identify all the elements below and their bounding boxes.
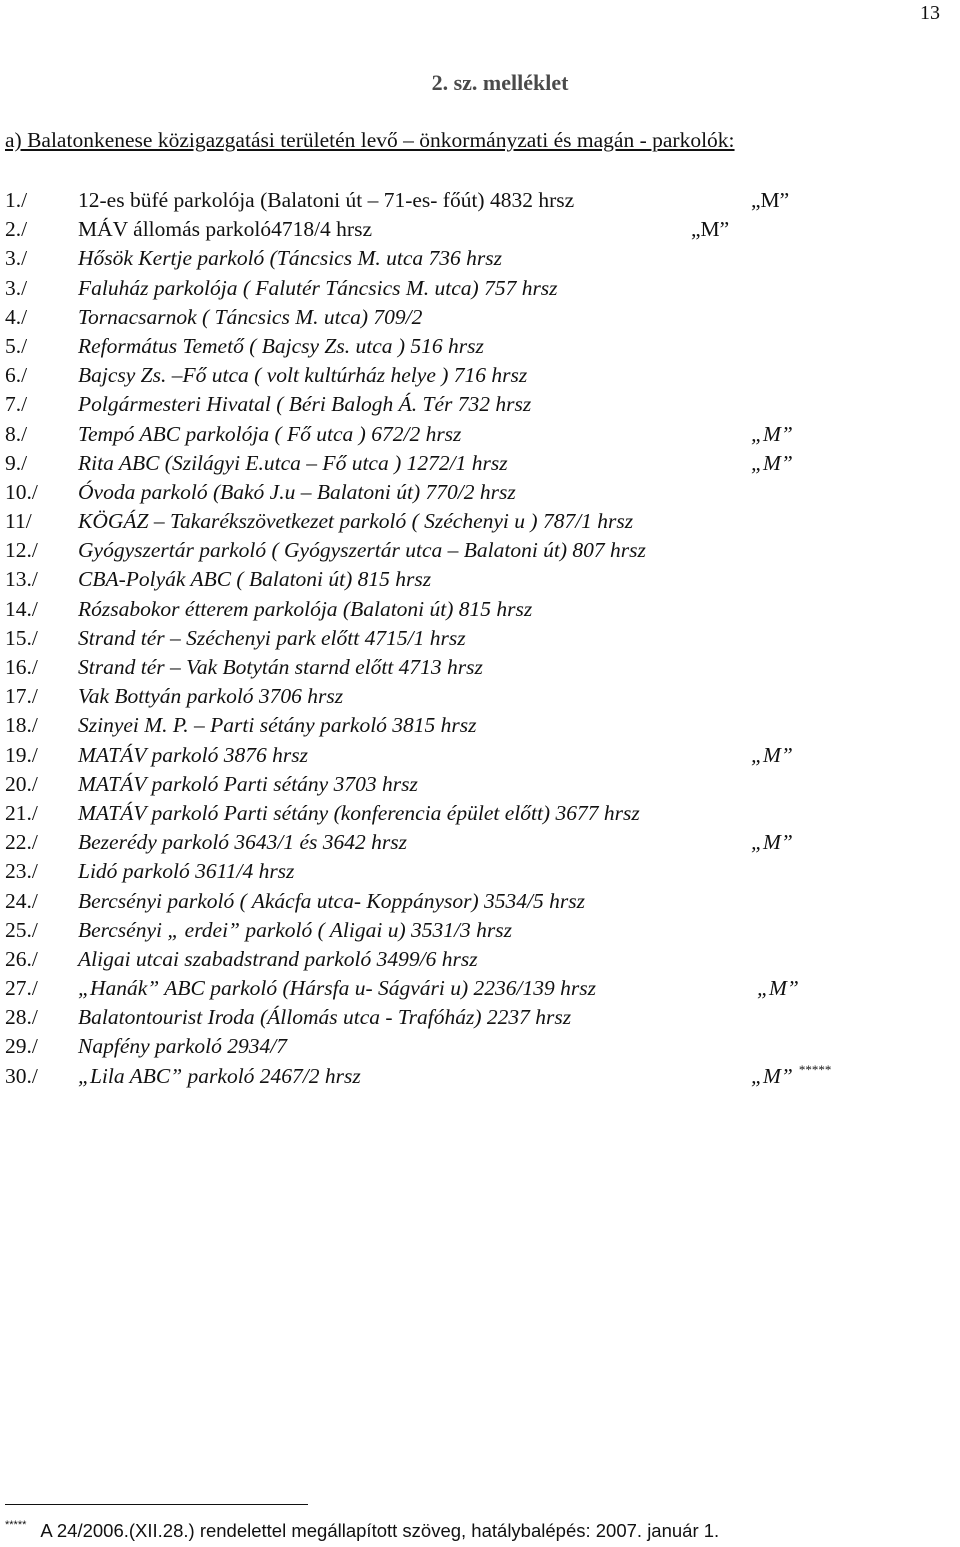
entry-description: Napfény parkoló 2934/7 xyxy=(78,1034,288,1059)
entry-description: MATÁV parkoló Parti sétány (konferencia épület előtt) 3677 hrsz xyxy=(78,800,640,825)
entry-mark xyxy=(751,449,793,478)
entry-description: Bezerédy parkoló 3643/1 és 3642 hrsz xyxy=(78,830,408,855)
entry-mark xyxy=(751,1062,831,1093)
entry-number: 10./ xyxy=(5,479,38,504)
entry-number: 18./ xyxy=(5,713,38,738)
entry-description: Bajcsy Zs. –Fő utca ( volt kultúrház helye ) 716 hrsz xyxy=(78,363,528,388)
entry-number: 24./ xyxy=(5,888,38,913)
entry-mark xyxy=(751,186,789,215)
list-item xyxy=(5,244,945,273)
entry-number: 3./ xyxy=(5,246,28,271)
entry-description: MATÁV parkoló 3876 hrsz xyxy=(78,742,308,767)
entry-number: 1./ xyxy=(5,188,28,212)
entry-number: 2./ xyxy=(5,217,28,242)
entry-number: 8./ xyxy=(5,421,28,446)
footnote-divider xyxy=(5,1504,308,1505)
list-item xyxy=(5,390,945,419)
entry-number: 12./ xyxy=(5,538,38,563)
entry-number: 6./ xyxy=(5,363,28,388)
entry-mark-text: „M” xyxy=(691,217,730,242)
section-heading: a) Balatonkenese közigazgatási területén levő – önkormányzati és magán - parkolók: xyxy=(5,128,735,152)
entry-number: 7./ xyxy=(5,392,28,417)
annex-title: 2. sz. melléklet xyxy=(431,70,569,95)
entry-number: 14./ xyxy=(5,596,38,621)
list-item xyxy=(5,799,945,828)
entry-description: Református Temető ( Bajcsy Zs. utca ) 516 hrsz xyxy=(78,333,484,358)
entry-description: Tornacsarnok ( Táncsics M. utca) 709/2 xyxy=(78,304,423,329)
list-item xyxy=(5,653,945,682)
entry-description: Polgármesteri Hivatal ( Béri Balogh Á. Tér 732 hrsz xyxy=(78,392,532,417)
entry-number: 5./ xyxy=(5,333,28,358)
entry-mark-text: „M” xyxy=(751,742,793,767)
entry-description: Szinyei M. P. – Parti sétány parkoló 3815 hrsz xyxy=(78,713,477,738)
list-item xyxy=(5,945,945,974)
entry-number: 20./ xyxy=(5,771,38,796)
list-item xyxy=(5,770,945,799)
list-item xyxy=(5,420,945,449)
list-item xyxy=(5,1003,945,1032)
entry-mark xyxy=(691,215,729,244)
entry-description: Bercsényi parkoló ( Akácfa utca- Koppánysor) 3534/5 hrsz xyxy=(78,888,585,913)
footnote-text: A 24/2006.(XII.28.) rendelettel megállapított szöveg, hatálybalépés: 2007. január 1. xyxy=(40,1520,720,1541)
entry-number: 22./ xyxy=(5,830,38,855)
entry-number: 11/ xyxy=(5,509,32,534)
list-item xyxy=(5,887,945,916)
entry-mark xyxy=(751,828,793,857)
entry-footnote-ref: ***** xyxy=(798,1061,832,1077)
entry-number: 16./ xyxy=(5,655,38,679)
entry-number: 25./ xyxy=(5,917,38,942)
list-item xyxy=(5,624,945,653)
entry-description: MATÁV parkoló Parti sétány 3703 hrsz xyxy=(78,771,418,796)
entry-description: MÁV állomás parkoló4718/4 hrsz xyxy=(78,217,372,242)
entry-description: CBA-Polyák ABC ( Balatoni út) 815 hrsz xyxy=(78,567,432,592)
entry-description: Rita ABC (Szilágyi E.utca – Fő utca ) 1272/1 hrsz xyxy=(78,450,508,475)
list-item xyxy=(5,682,945,711)
entry-number: 29./ xyxy=(5,1034,38,1059)
entry-number: 27./ xyxy=(5,976,38,1001)
list-item xyxy=(5,741,945,770)
entry-mark-text: „M” xyxy=(757,976,799,1001)
entry-number: 4./ xyxy=(5,304,28,329)
list-item xyxy=(5,449,945,478)
entry-description: Hősök Kertje parkoló (Táncsics M. utca 736 hrsz xyxy=(78,246,502,271)
list-item xyxy=(5,828,945,857)
list-item xyxy=(5,274,945,303)
entry-description: 12-es büfé parkolója (Balatoni út – 71-es- főút) 4832 hrsz xyxy=(78,188,575,212)
entry-number: 13./ xyxy=(5,567,38,592)
entry-mark-text: „M” xyxy=(751,450,793,475)
entry-number: 9./ xyxy=(5,450,28,475)
entry-description: Óvoda parkoló (Bakó J.u – Balatoni út) 770/2 hrsz xyxy=(78,479,516,504)
entry-description: Strand tér – Széchenyi park előtt 4715/1 hrsz xyxy=(78,625,466,650)
entry-mark xyxy=(751,420,793,449)
entry-description: Bercsényi „ erdei” parkoló ( Aligai u) 3531/3 hrsz xyxy=(78,917,512,942)
list-item xyxy=(5,595,945,624)
entry-number: 28./ xyxy=(5,1005,38,1030)
list-item xyxy=(5,215,945,244)
list-item xyxy=(5,303,945,332)
page-number: 13 xyxy=(920,2,940,24)
entry-description: KÖGÁZ – Takarékszövetkezet parkoló ( Széchenyi u ) 787/1 hrsz xyxy=(78,509,634,534)
list-item xyxy=(5,1032,945,1061)
entry-mark xyxy=(757,974,799,1003)
footnote-mark: ***** xyxy=(5,1519,27,1531)
entry-number: 15./ xyxy=(5,625,38,650)
entry-description: Gyógyszertár parkoló ( Gyógyszertár utca – Balatoni út) 807 hrsz xyxy=(78,538,646,563)
entry-mark-text: „M” xyxy=(751,830,793,855)
entry-number: 26./ xyxy=(5,946,38,971)
entry-description: Lidó parkoló 3611/4 hrsz xyxy=(78,859,295,884)
parking-list xyxy=(5,186,945,1091)
entry-number: 19./ xyxy=(5,742,38,767)
footnote xyxy=(5,1520,719,1542)
entry-number: 3./ xyxy=(5,275,28,300)
entry-number: 21./ xyxy=(5,800,38,825)
list-item xyxy=(5,478,945,507)
list-item xyxy=(5,1062,945,1091)
list-item xyxy=(5,916,945,945)
list-item xyxy=(5,536,945,565)
entry-description: Tempó ABC parkolója ( Fő utca ) 672/2 hrsz xyxy=(78,421,462,446)
entry-mark-text: „M” xyxy=(751,1063,793,1088)
entry-number: 23./ xyxy=(5,859,38,884)
entry-description: Vak Bottyán parkoló 3706 hrsz xyxy=(78,684,344,709)
entry-description: Aligai utcai szabadstrand parkoló 3499/6 hrsz xyxy=(78,946,478,971)
entry-number: 30./ xyxy=(5,1063,38,1088)
list-item xyxy=(5,507,945,536)
entry-mark-text: „M” xyxy=(751,421,793,446)
entry-description: „Hanák” ABC parkoló (Hársfa u- Ságvári u) 2236/139 hrsz xyxy=(78,976,597,1001)
list-item xyxy=(5,711,945,740)
list-item xyxy=(5,857,945,886)
entry-description: „Lila ABC” parkoló 2467/2 hrsz xyxy=(78,1063,361,1088)
entry-mark-text: „M” xyxy=(751,188,790,212)
list-item xyxy=(5,974,945,1003)
entry-description: Strand tér – Vak Botytán starnd előtt 4713 hrsz xyxy=(78,655,483,679)
list-item xyxy=(5,361,945,390)
entry-mark xyxy=(751,741,793,770)
entry-number: 17./ xyxy=(5,684,38,709)
entry-description: Faluház parkolója ( Falutér Táncsics M. utca) 757 hrsz xyxy=(78,275,558,300)
entry-description: Balatontourist Iroda (Állomás utca - Trafóház) 2237 hrsz xyxy=(78,1005,572,1030)
list-item xyxy=(5,186,945,215)
list-item xyxy=(5,332,945,361)
list-item xyxy=(5,565,945,594)
entry-description: Rózsabokor étterem parkolója (Balatoni út) 815 hrsz xyxy=(78,596,533,621)
